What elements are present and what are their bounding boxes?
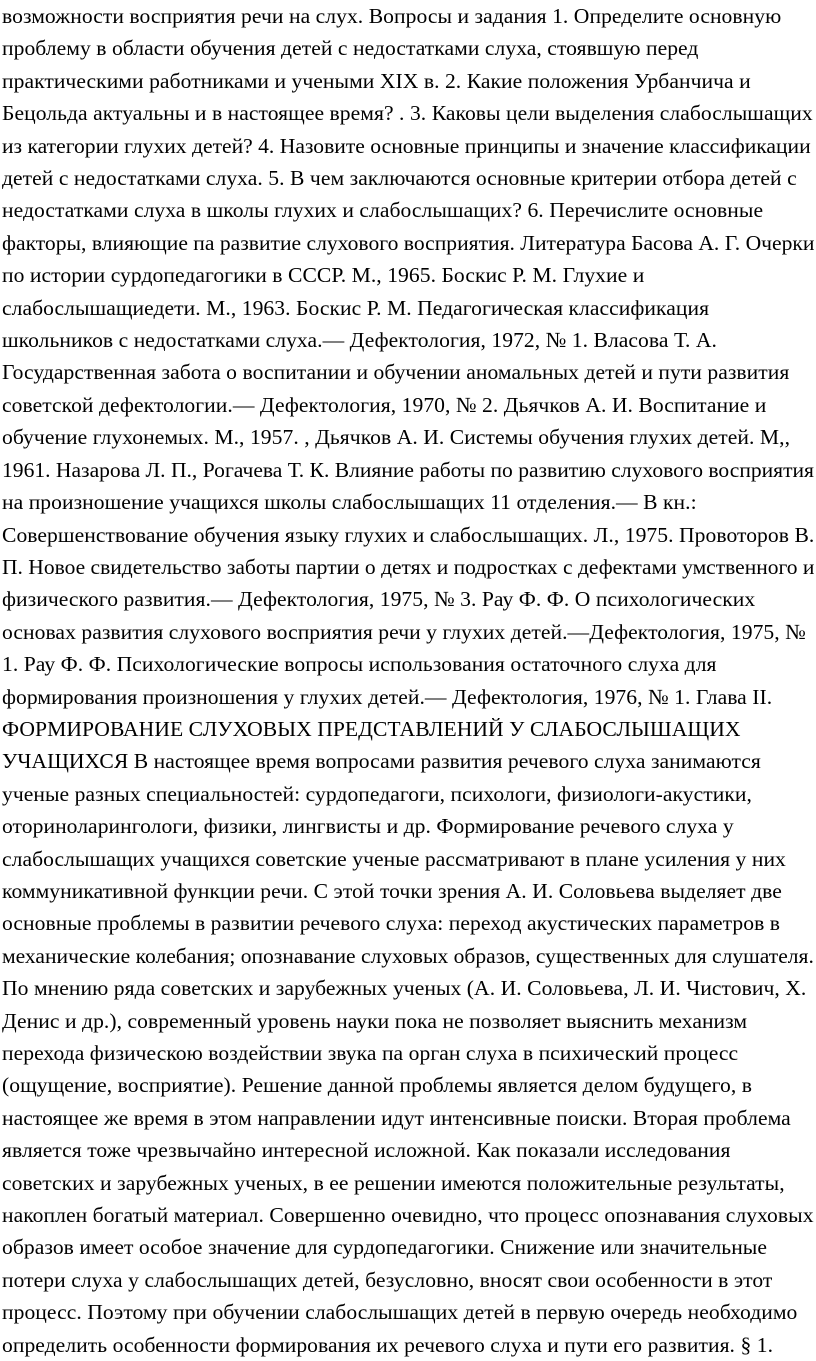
text-line: процесс. Поэтому при обучении слабослышащих детей в первую очередь необходимо (2, 1300, 798, 1325)
text-line: практическими работниками и учеными XIX в. 2. Какие положения Урбанчича и (2, 68, 751, 93)
text-line: 1961. Назарова Л. П., Рогачева Т. К. Влияние работы по развитию слухового восприятия (2, 457, 814, 482)
text-line: слабослышащих учащихся советские ученые рассматривают в плане усиления у них (2, 846, 786, 871)
text-line: перехода физическою воздействии звука па орган слуха в психический процесс (2, 1041, 739, 1065)
text-line: по истории сурдопедагогики в СССР. М., 1965. Боскис Р. М. Глухие и (2, 263, 645, 288)
text-line: коммуникативной функции речи. С этой точки зрения А. И. Соловьева выделяет две (2, 878, 782, 903)
text-line: формирования произношения у глухих детей.— Дефектология, 1976, № 1. Глава II. (2, 684, 773, 709)
text-line: потери слуха у слабослышащих детей, безусловно, вносят свои особенности в этот (2, 1267, 773, 1292)
text-line: основные проблемы в развитии речевого слуха: переход акустических параметров в (2, 911, 781, 936)
text-line: из категории глухих детей? 4. Назовите основные принципы и значение классификации (2, 133, 811, 158)
text-line: недостатками слуха в школы глухих и слабослышащих? 6. Перечислите основные (2, 198, 764, 223)
text-line: слабослышащиедети. М., 1963. Боскис Р. М. Педагогическая классификация (2, 295, 710, 320)
text-line: Бецольда актуальны и в настоящее время? . 3. Каковы цели выделения слабослышащих (2, 101, 813, 126)
text-line: оториноларингологи, физики, лингвисты и др. Формирование речевого слуха у (2, 814, 734, 839)
text-line: Государственная забота о воспитании и обучении аномальных детей и пути развития (2, 360, 790, 385)
text-line: советской дефектологии.— Дефектология, 1970, № 2. Дьячков А. И. Воспитание и (2, 392, 767, 417)
text-line: возможности восприятия речи на слух. Вопросы и задания 1. Определите основную (2, 4, 782, 28)
text-line: школьников с недостатками слуха.— Дефектология, 1972, № 1. Власова Т. А. (2, 328, 718, 353)
text-line: По мнению ряда советских и зарубежных ученых (А. И. Соловьева, Л. И. Чистович, X. (2, 976, 807, 1001)
text-line: определить особенности формирования их речевого слуха и пути его развития. § 1. (2, 1332, 774, 1357)
text-line: П. Новое свидетельство заботы партии о детях и подростках с дефектами умственного и (2, 554, 815, 579)
text-line: механические колебания; опознавание слуховых образов, существенных для слушателя. (2, 943, 814, 968)
text-line: является тоже чрезвычайно интересной исложной. Как показали исследования (2, 1138, 731, 1163)
text-line: Совершенствование обучения языку глухих и слабослышащих. Л., 1975. Провоторов В. (2, 522, 815, 547)
text-line: 1. Рау Ф. Ф. Психологические вопросы использования остаточного слуха для (2, 652, 717, 677)
text-line: факторы, влияющие па развитие слухового восприятия. Литература Басова А. Г. Очерки (2, 230, 815, 255)
text-line: (ощущение, восприятие). Решение данной проблемы является делом будущего, в (2, 1073, 753, 1098)
text-line: ФОРМИРОВАНИЕ СЛУХОВЫХ ПРЕДСТАВЛЕНИЙ У СЛАБОСЛЫШАЩИХ (2, 716, 741, 741)
text-line: УЧАЩИХСЯ В настоящее время вопросами развития речевого слуха занимаются (2, 749, 761, 774)
text-line: основах развития слухового восприятия речи у глухих детей.—Дефектология, 1975, № (2, 619, 806, 644)
text-line: проблему в области обучения детей с недостатками слуха, стоявшую перед (2, 36, 699, 61)
text-line: образов имеет особое значение для сурдопедагогики. Снижение или значительные (2, 1235, 767, 1260)
text-line: ученые разных специальностей: сурдопедагоги, психологи, физиологи-акустики, (2, 781, 752, 806)
text-line: накоплен богатый материал. Совершенно очевидно, что процесс опознавания слуховых (2, 1203, 814, 1228)
text-line: на произношение учащихся школы слабослышащих 11 отделения.— В кн.: (2, 490, 697, 515)
text-line: обучение глухонемых. М., 1957. , Дьячков А. И. Системы обучения глухих детей. М,, (2, 425, 791, 450)
text-line: советских и зарубежных ученых, в ее решении имеются положительные результаты, (2, 1170, 785, 1195)
text-line: Денис и др.), современный уровень науки пока не позволяет выяснить механизм (2, 1008, 748, 1033)
text-line: физического развития.— Дефектология, 1975, № 3. Рау Ф. Ф. О психологических (2, 587, 756, 612)
text-line: настоящее же время в этом направлении идут интенсивные поиски. Вторая проблема (2, 1105, 791, 1130)
text-line: детей с недостатками слуха. 5. В чем заключаются основные критерии отбора детей с (2, 166, 797, 191)
